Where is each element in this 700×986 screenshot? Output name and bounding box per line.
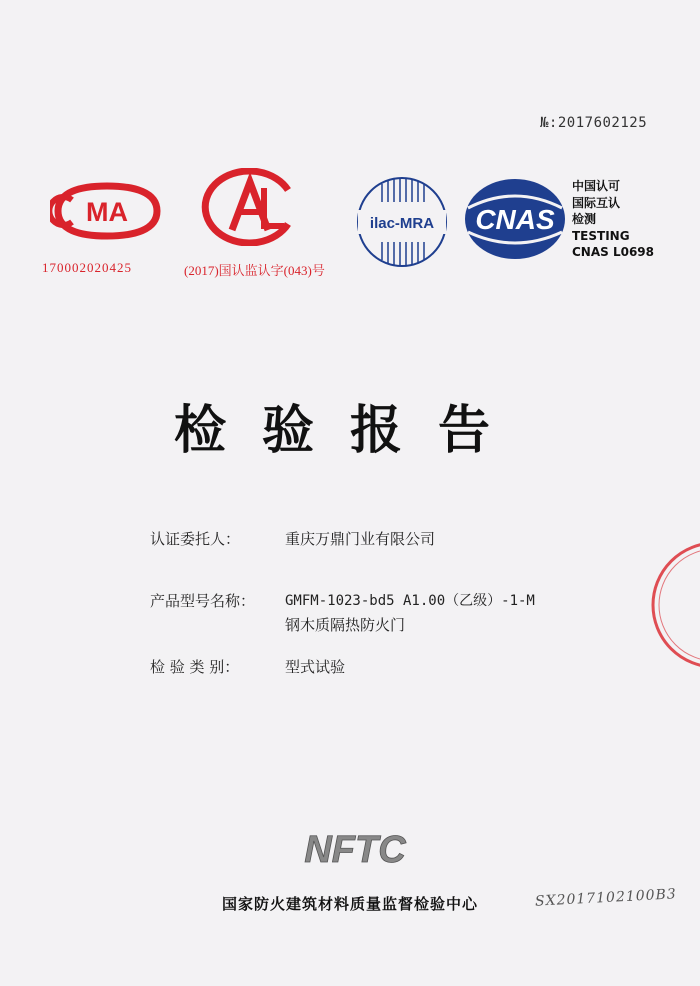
field-label: 认证委托人：: [150, 530, 241, 548]
field-label: 产品型号名称：: [150, 592, 256, 610]
cnas-text: CNAS: [475, 204, 555, 235]
cal-logo: [200, 168, 300, 250]
field-value-line2: 钢木质隔热防火门: [285, 616, 406, 634]
cma-logo: [50, 180, 170, 246]
cnas-logo: [460, 174, 570, 268]
report-title: 检验报告: [173, 400, 526, 461]
field-label: 检 验 类 别：: [150, 658, 240, 676]
field-test-type: [150, 656, 345, 677]
cnas-line: CNAS L0698: [572, 245, 655, 259]
official-seal: [640, 535, 700, 679]
nftc-text: NFTC: [304, 829, 406, 871]
ilac-mra-logo: [352, 172, 452, 276]
report-number: №:2017602125: [540, 115, 648, 131]
cnas-line: 国际互认: [572, 195, 621, 210]
field-value: 型式试验: [285, 658, 346, 676]
svg-text:MA: MA: [86, 197, 128, 227]
handwritten-note: SX2017102100B3: [534, 886, 678, 910]
cnas-line: 中国认可: [572, 179, 621, 193]
cnas-line: TESTING: [572, 228, 630, 243]
cnas-line: 检测: [572, 212, 597, 226]
field-value: GMFM-1023-bd5 A1.00（乙级）-1-M: [285, 593, 535, 609]
nftc-logo: [290, 826, 420, 876]
issuing-center-name: 国家防火建筑材料质量监督检验中心: [221, 895, 478, 913]
cma-code: 170002020425: [42, 260, 132, 275]
cnas-side-text: [572, 178, 654, 261]
field-value: 重庆万鼎门业有限公司: [285, 530, 436, 548]
field-value-block: [285, 590, 535, 635]
field-client: [150, 528, 435, 549]
field-product-model: [150, 590, 535, 635]
ilac-text: ilac-MRA: [369, 215, 435, 232]
cal-code: (2017)国认监认字(043)号: [184, 263, 325, 278]
